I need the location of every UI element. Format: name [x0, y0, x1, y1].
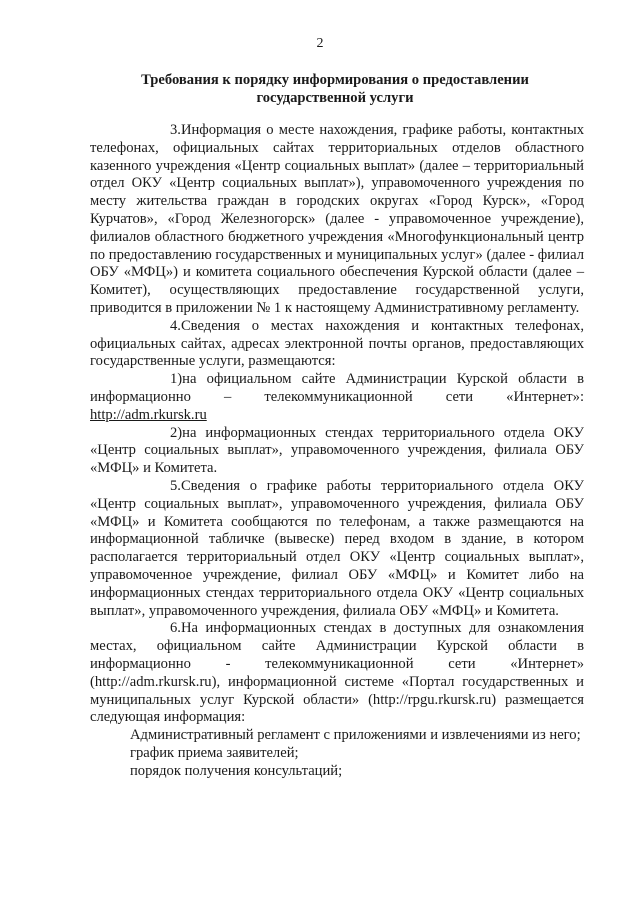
paragraph-number: 1) — [170, 371, 183, 388]
paragraph-5 — [90, 478, 584, 620]
list-item: порядок получения консультаций; — [130, 762, 343, 779]
adm-rkursk-link[interactable]: http://adm.rkursk.ru — [90, 406, 207, 423]
paragraph-number: 6. — [170, 620, 181, 637]
paragraph-text: Сведения о графике работы территориального отдела ОКУ «Центр социальных выплат», управомоченного учреждения, филиала ОБУ «МФЦ» и Комитета сообщаются по телефонам, а также размещаются на информационной табличке (вывеске) перед входом в здание, в котором располагается территориальный отдел ОКУ «Центр социальных выплат», управомоченное учреждение, филиал ОБУ «МФЦ» и Комитет либо на информационных стендах территориального отдела ОКУ «Центр социальных выплат», управомоченного учреждения, филиала ОБУ «МФЦ» и Комитета. — [90, 477, 584, 619]
title-line-1: Требования к порядку информирования о предоставлении — [141, 72, 529, 88]
list-item: график приема заявителей; — [130, 744, 299, 761]
paragraph-text: на информационных стендах территориального отдела ОКУ «Центр социальных выплат», управомоченного учреждения, филиала ОБУ «МФЦ» и Комитета. — [90, 424, 584, 477]
paragraph-4 — [90, 318, 584, 371]
paragraph-number: 4. — [170, 317, 181, 334]
list-item: Административный регламент с приложениями и извлечениями из него; — [130, 727, 581, 744]
paragraph-number: 2) — [170, 424, 183, 441]
paragraph-number: 5. — [170, 477, 181, 494]
subitem-1 — [90, 371, 584, 424]
paragraph-3 — [90, 122, 584, 318]
paragraph-text: Сведения о местах нахождения и контактных телефонах, официальных сайтах, адресах электронной почты органов, предоставляющих государственные услуги, размещаются: — [90, 317, 584, 370]
paragraph-number: 3. — [170, 122, 181, 138]
paragraph-text: Информация о месте нахождения, графике работы, контактных телефонах, официальных сайтах территориальных отделов областного казенного учреждения «Центр социальных выплат» (далее – территориальный отдел ОКУ «Центр социальных выплат»), управомоченного учреждения по месту жительства граждан в городских округах «Город Курск», «Город Курчатов», «Город Железногорск» (далее - управомоченное учреждение), филиалов областного бюджетного учреждения «Многофункциональный центр по предоставлению государственных и муниципальных услуг» (далее - филиал ОБУ «МФЦ») и комитета социального обеспечения Курской области (далее – Комитет), осуществляющих предоставление государственной услуги, приводится в приложении № 1 к настоящему Административному регламенту. — [90, 122, 584, 316]
section-title — [90, 71, 580, 107]
title-line-2: государственной услуги — [256, 90, 414, 106]
page-number: 2 — [316, 36, 324, 51]
document-body — [90, 122, 584, 780]
subitem-2 — [90, 425, 584, 478]
paragraph-text: На информационных стендах в доступных для ознакомления местах, официальном сайте Администрации Курской области в информационно - телекоммуникационной сети «Интернет» (http://adm.rkursk.ru), информационной системе «Портал государственных и муниципальных услуг Курской области» (http://rpgu.rkursk.ru) размещается следующая информация: — [90, 620, 584, 726]
paragraph-text: на официальном сайте Администрации Курской области в информационно – телекоммуникационной сети «Интернет»: — [90, 371, 584, 405]
paragraph-6 — [90, 620, 584, 727]
